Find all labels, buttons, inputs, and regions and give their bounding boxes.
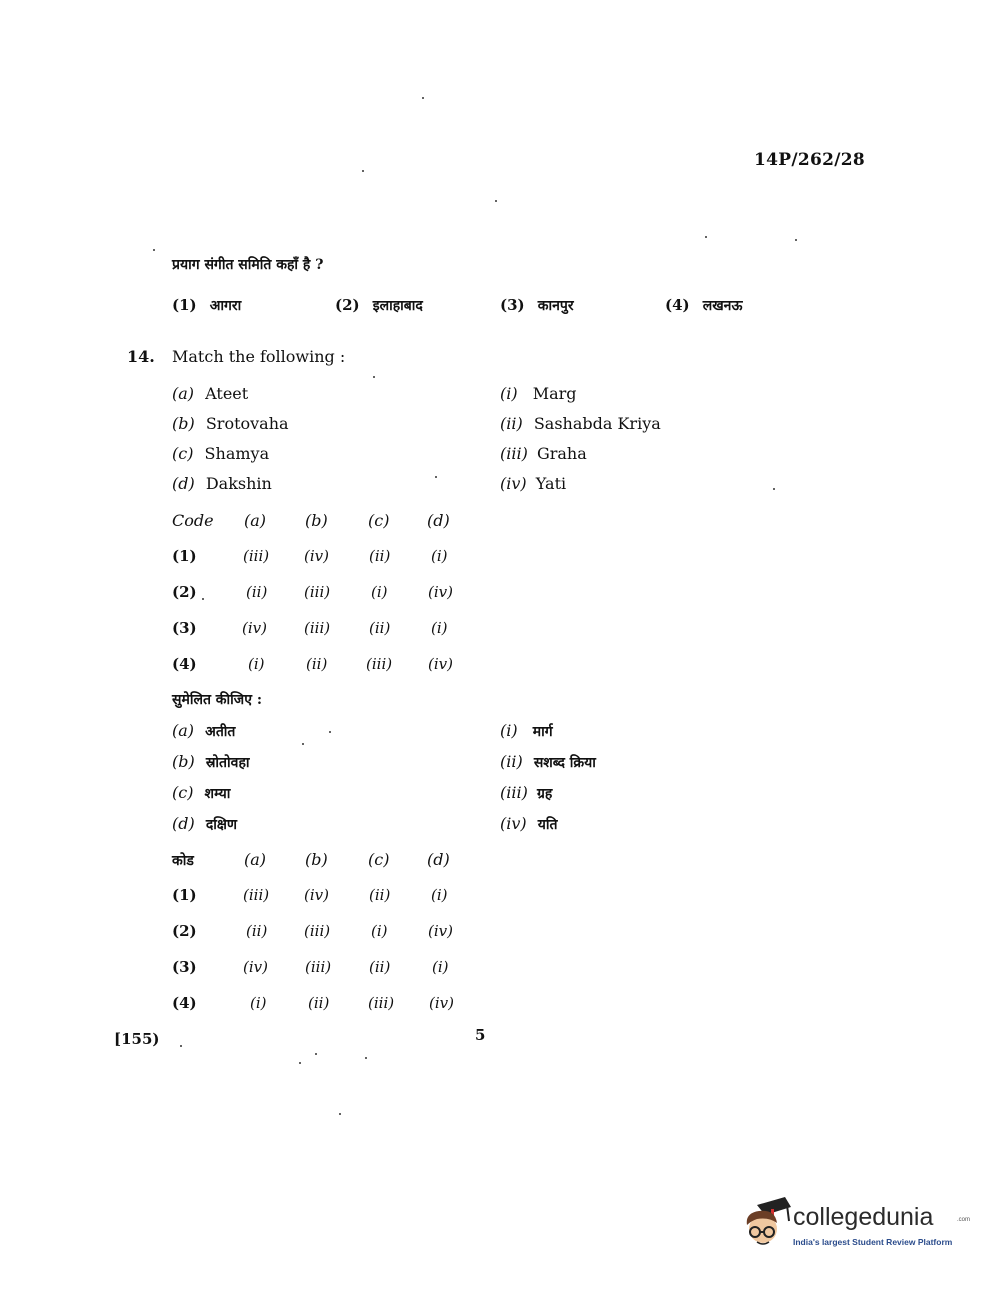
scan-speck xyxy=(373,376,375,378)
en-code-cell: (ii) xyxy=(369,547,391,565)
q13-option-1 xyxy=(172,295,241,315)
scan-speck xyxy=(773,488,775,490)
item-key: (d) xyxy=(172,474,195,493)
hi-code-cell: (ii) xyxy=(308,994,330,1012)
en-code-label: Code xyxy=(172,511,214,530)
scan-speck xyxy=(435,476,437,478)
option-number: (2) xyxy=(335,296,360,314)
q13-option-4 xyxy=(665,295,742,315)
en-left-item-a xyxy=(172,384,248,403)
option-text: आगरा xyxy=(209,298,242,314)
hi-code-row-2-num: (2) xyxy=(172,922,197,940)
page-number: 5 xyxy=(475,1026,486,1044)
en-code-cell: (ii) xyxy=(246,583,268,601)
item-key: (c) xyxy=(172,444,194,463)
item-text: Marg xyxy=(532,384,577,403)
item-text: ग्रह xyxy=(536,786,553,802)
en-code-header-d: (d) xyxy=(427,511,450,530)
hi-left-item-c xyxy=(172,783,230,803)
hi-code-row-4-num: (4) xyxy=(172,994,197,1012)
en-code-cell: (i) xyxy=(431,547,448,565)
scan-speck xyxy=(302,743,304,745)
hi-right-item-iv xyxy=(500,814,557,834)
en-code-row-1-num: (1) xyxy=(172,547,197,565)
en-right-item-ii xyxy=(500,414,661,433)
hi-code-cell: (iii) xyxy=(368,994,395,1012)
q13-option-3 xyxy=(500,295,574,315)
hi-right-item-iii xyxy=(500,783,552,803)
item-key: (a) xyxy=(172,384,195,403)
en-left-item-d xyxy=(172,474,272,493)
scan-speck xyxy=(365,1057,367,1059)
item-text: मार्ग xyxy=(532,724,553,740)
en-code-cell: (iv) xyxy=(428,583,453,601)
option-text: लखनऊ xyxy=(702,298,743,314)
scan-speck xyxy=(315,1053,317,1055)
en-code-cell: (iii) xyxy=(243,547,270,565)
hi-code-cell: (ii) xyxy=(369,958,391,976)
hi-code-header-c: (c) xyxy=(368,850,390,869)
brand-name: collegedunia xyxy=(793,1203,934,1231)
en-code-cell: (ii) xyxy=(369,619,391,637)
item-key: (i) xyxy=(500,721,518,740)
hi-left-item-d xyxy=(172,814,237,834)
scan-speck xyxy=(495,200,497,202)
hi-code-cell: (i) xyxy=(371,922,388,940)
hi-code-cell: (ii) xyxy=(369,886,391,904)
en-code-cell: (ii) xyxy=(306,655,328,673)
item-text: Srotovaha xyxy=(205,414,289,433)
item-text: Sashabda Kriya xyxy=(533,414,661,433)
hi-code-cell: (iv) xyxy=(428,922,453,940)
hi-code-cell: (iii) xyxy=(243,886,270,904)
hi-left-item-a xyxy=(172,721,235,741)
q13-option-2 xyxy=(335,295,423,315)
item-text: शम्या xyxy=(204,786,231,802)
q14-number: 14. xyxy=(127,347,155,366)
en-code-cell: (iii) xyxy=(304,583,331,601)
scan-speck xyxy=(329,731,331,733)
en-code-cell: (iii) xyxy=(366,655,393,673)
hi-code-cell: (iv) xyxy=(304,886,329,904)
collegedunia-watermark xyxy=(735,1195,971,1265)
hi-right-item-ii xyxy=(500,752,596,772)
item-key: (iv) xyxy=(500,474,527,493)
en-code-cell: (iv) xyxy=(304,547,329,565)
brand-domain: .com xyxy=(957,1217,971,1223)
scan-speck xyxy=(299,1062,301,1064)
hi-code-cell: (iv) xyxy=(243,958,268,976)
hi-code-cell: (i) xyxy=(250,994,267,1012)
hi-code-cell: (iii) xyxy=(304,922,331,940)
scan-speck xyxy=(795,239,797,241)
en-code-header-c: (c) xyxy=(368,511,390,530)
item-text: Ateet xyxy=(205,384,249,403)
en-left-item-b xyxy=(172,414,289,433)
item-key: (b) xyxy=(172,414,195,433)
paper-reference: 14P/262/28 xyxy=(754,150,866,170)
option-number: (3) xyxy=(500,296,525,314)
item-text: Yati xyxy=(535,474,567,493)
q14-hindi-instruction: सुमेलित कीजिए : xyxy=(172,692,262,708)
option-number: (4) xyxy=(665,296,690,314)
item-key: (iii) xyxy=(500,444,528,463)
hi-code-header-d: (d) xyxy=(427,850,450,869)
hi-code-row-1-num: (1) xyxy=(172,886,197,904)
item-key: (ii) xyxy=(500,752,523,771)
option-text: इलाहाबाद xyxy=(372,298,423,314)
option-number: (1) xyxy=(172,296,197,314)
en-left-item-c xyxy=(172,444,269,463)
en-code-cell: (iv) xyxy=(242,619,267,637)
item-key: (d) xyxy=(172,814,195,833)
item-text: दक्षिण xyxy=(205,817,238,833)
hi-code-cell: (iv) xyxy=(429,994,454,1012)
en-right-item-iv xyxy=(500,474,566,493)
en-code-header-b: (b) xyxy=(305,511,328,530)
hi-code-cell: (i) xyxy=(431,886,448,904)
hi-code-header-a: (a) xyxy=(244,850,267,869)
hi-right-item-i xyxy=(500,721,553,741)
q14-instruction: Match the following : xyxy=(172,347,346,366)
item-text: Dakshin xyxy=(205,474,272,493)
en-right-item-i xyxy=(500,384,577,403)
en-code-cell: (i) xyxy=(371,583,388,601)
item-key: (iii) xyxy=(500,783,528,802)
mascot-logo-icon xyxy=(735,1195,793,1257)
item-text: Shamya xyxy=(204,444,270,463)
option-text: कानपुर xyxy=(537,298,574,314)
scan-speck xyxy=(153,249,155,251)
q13-hindi-text: प्रयाग संगीत समिति कहाँ है ? xyxy=(172,257,324,273)
en-code-cell: (iv) xyxy=(428,655,453,673)
en-code-header-a: (a) xyxy=(244,511,267,530)
scan-speck xyxy=(705,236,707,238)
item-key: (c) xyxy=(172,783,194,802)
hi-code-cell: (iii) xyxy=(305,958,332,976)
item-key: (i) xyxy=(500,384,518,403)
en-code-cell: (i) xyxy=(248,655,265,673)
en-code-row-3-num: (3) xyxy=(172,619,197,637)
hi-left-item-b xyxy=(172,752,250,772)
hi-code-header-b: (b) xyxy=(305,850,328,869)
item-text: Graha xyxy=(536,444,587,463)
en-right-item-iii xyxy=(500,444,587,463)
scan-speck xyxy=(362,170,364,172)
item-key: (a) xyxy=(172,721,195,740)
item-text: स्रोतोवहा xyxy=(205,755,250,771)
en-code-cell: (i) xyxy=(431,619,448,637)
brand-tagline: India's largest Student Review Platform xyxy=(793,1237,953,1247)
item-key: (iv) xyxy=(500,814,527,833)
hi-code-cell: (ii) xyxy=(246,922,268,940)
en-code-row-4-num: (4) xyxy=(172,655,197,673)
item-key: (ii) xyxy=(500,414,523,433)
item-text: अतीत xyxy=(205,724,236,740)
hi-code-cell: (i) xyxy=(432,958,449,976)
hi-code-label: कोड xyxy=(172,853,194,869)
footer-paper-code: [155) xyxy=(114,1030,160,1048)
hi-code-row-3-num: (3) xyxy=(172,958,197,976)
item-key: (b) xyxy=(172,752,195,771)
scan-speck xyxy=(339,1113,341,1115)
en-code-cell: (iii) xyxy=(304,619,331,637)
item-text: यति xyxy=(537,817,558,833)
scan-speck xyxy=(180,1045,182,1047)
scan-speck xyxy=(422,97,424,99)
scan-speck xyxy=(202,598,204,600)
en-code-row-2-num: (2) xyxy=(172,583,197,601)
item-text: सशब्द क्रिया xyxy=(533,755,596,771)
